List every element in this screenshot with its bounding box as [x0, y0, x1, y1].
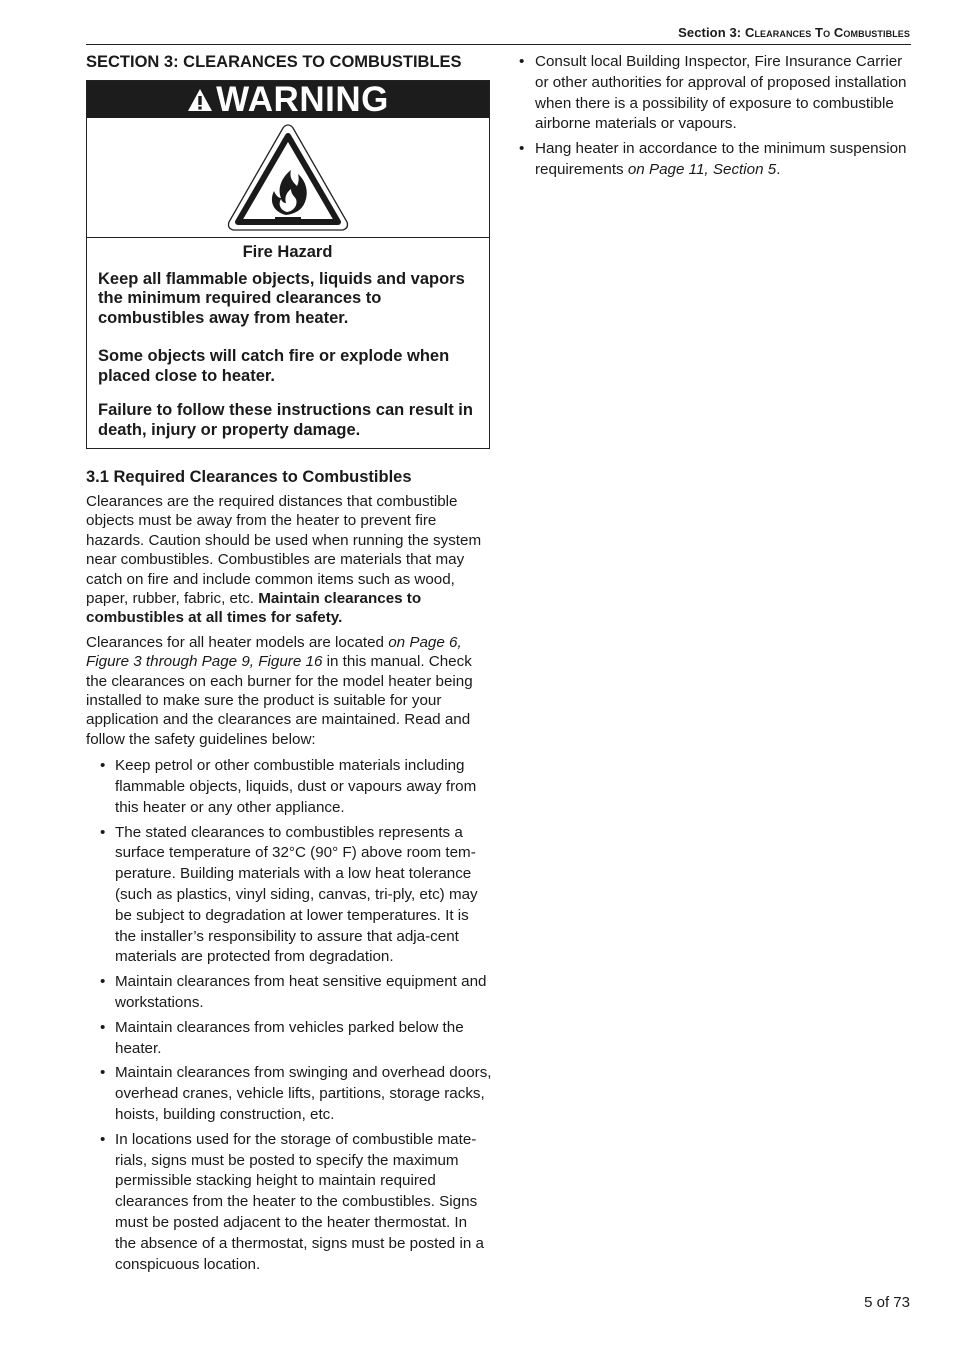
list-item: [86, 1063, 492, 1125]
list-item-text: In locations used for the storage of combustible mate-rials, signs must be posted to specify the maximum permissible stacking height to maintain required clearances from the heater to the combustibles. Signs must be posted adjacent to the heater thermostat. In the absence of a thermostat, signs must be posted in a conspicuous location.: [115, 1130, 484, 1273]
warning-paragraph: Some objects will catch fire or explode when placed close to heater.: [98, 347, 450, 385]
left-column: [86, 52, 492, 1279]
warning-box: [86, 80, 490, 449]
list-item: [518, 52, 913, 135]
figure-reference: on Page 6, Figure 3 through Page 9, Figure 16: [86, 633, 462, 671]
warning-label: WARNING: [216, 79, 389, 119]
page-number: 5 of 73: [864, 1294, 910, 1311]
body-paragraph: [86, 492, 492, 628]
bullet-icon: •: [100, 823, 106, 841]
warning-triangle-icon: [187, 88, 213, 112]
running-header-title: Clearances To Combustibles: [744, 25, 910, 40]
right-column: [518, 52, 913, 185]
warning-banner: [87, 81, 489, 118]
list-item: [86, 1018, 492, 1060]
bullet-icon: •: [519, 140, 525, 158]
list-item-text: Hang heater in accordance to the minimum suspension requirements: [535, 140, 907, 178]
list-item-text: Maintain clearances from heat sensitive equipment and workstations.: [115, 973, 487, 1012]
fire-hazard-icon: [225, 122, 351, 234]
list-item: [86, 823, 492, 969]
list-item-text: .: [776, 160, 781, 178]
bullet-icon: •: [100, 1064, 106, 1082]
body-text: Clearances are the required distances that combustible objects must be away from the heater to prevent fire hazards. Caution should be used when running the system near combustibles. Combustibles are materials that may catch on fire and include common items such as wood, paper, rubber, fabric, etc.: [86, 493, 482, 608]
list-item: [86, 756, 492, 818]
subsection-title: 3.1 Required Clearances to Combustibles: [86, 468, 412, 486]
fire-hazard-symbol-area: [87, 118, 489, 238]
list-item: [86, 972, 492, 1014]
list-item-text: Consult local Building Inspector, Fire Insurance Carrier or other authorities for approval of proposed installation when there is a possibility of exposure to combustible airborne materials or vapours.: [535, 53, 907, 133]
section-reference: on Page 11, Section 5: [627, 160, 777, 178]
list-item: [518, 139, 913, 181]
body-text-bold: Maintain clearances to combustibles at all times for safety.: [86, 590, 422, 627]
bullet-icon: •: [100, 1130, 106, 1148]
list-item-text: The stated clearances to combustibles represents a surface temperature of 32°C (90° F) above room tem-perature. Building materials with a low heat tolerance (such as plastics, vinyl siding, canvas, tri-ply, etc) may be subject to degradation at lower temperatures. It is the installer’s responsibility to assure that adja-cent materials are protected from degradation.: [115, 823, 478, 966]
header-rule: [86, 44, 911, 45]
warning-paragraph: Keep all flammable objects, liquids and vapors the minimum required clearances to combustibles away from heater.: [98, 269, 465, 327]
warning-paragraph: Failure to follow these instructions can result in death, injury or property damage.: [98, 401, 473, 439]
bullet-icon: •: [100, 973, 106, 991]
hazard-title: Fire Hazard: [242, 243, 333, 261]
body-paragraph: [86, 633, 492, 749]
running-header-prefix: Section 3:: [678, 25, 742, 40]
running-header: [678, 25, 910, 40]
bullet-icon: •: [519, 53, 525, 70]
list-item-text: Maintain clearances from vehicles parked below the heater.: [115, 1018, 464, 1057]
bullet-icon: •: [100, 757, 106, 775]
body-text: in this manual. Check the clearances on each burner for the model heater being installed to make sure the product is suitable for your application and the clearances are maintained. Read and follow the safety guidelines below:: [86, 653, 473, 748]
section-title: SECTION 3: CLEARANCES TO COMBUSTIBLES: [86, 53, 462, 71]
list-item: [86, 1130, 492, 1276]
list-item-text: Maintain clearances from swinging and overhead doors, overhead cranes, vehicle lifts, partitions, storage racks, hoists, building construction, etc.: [115, 1064, 492, 1124]
list-item-text: Keep petrol or other combustible materials including flammable objects, liquids, dust or vapours away from this heater or any other appliance.: [115, 757, 477, 816]
warning-text: [87, 238, 489, 448]
body-text: Clearances for all heater models are located: [86, 633, 389, 651]
bullet-icon: •: [100, 1018, 106, 1036]
safety-guidelines-list: [86, 756, 492, 1275]
approval-list: [518, 52, 913, 181]
